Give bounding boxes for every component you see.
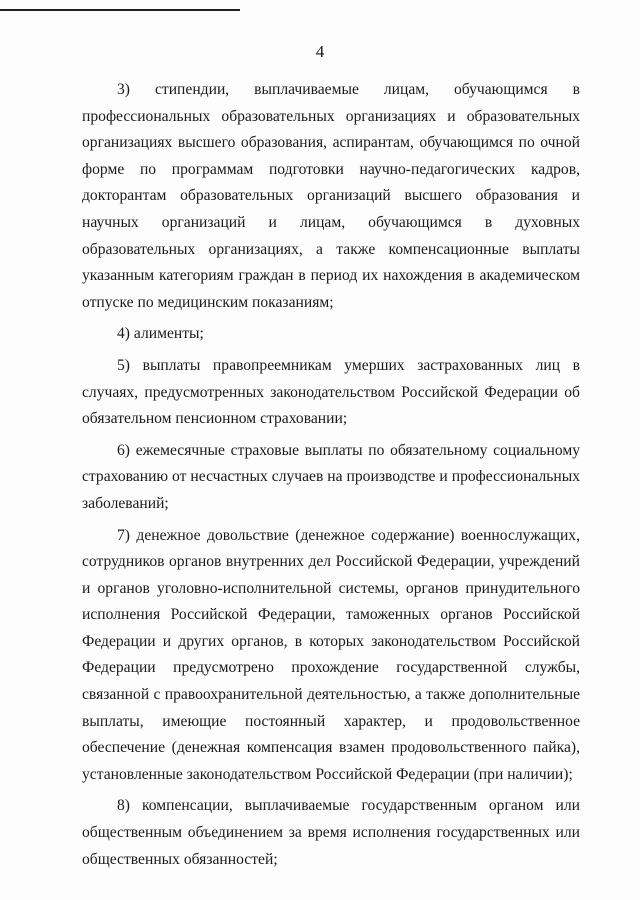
paragraph-item-8: 8) компенсации, выплачиваемые государственным органом или общественным объединением за время исполнения государственных или общественных обязанностей; — [82, 797, 580, 868]
paragraph-item-5: 5) выплаты правопреемникам умерших застрахованных лиц в случаях, предусмотренных законодательством Российской Федерации об обязательном пенсионном страховании; — [82, 356, 580, 428]
page-number: 4 — [315, 42, 325, 61]
document-body — [82, 77, 580, 873]
top-rule — [0, 9, 240, 11]
paragraph-item-7: 7) денежное довольствие (денежное содержание) военнослужащих, сотрудников органов внутренних дел Российской Федерации, учреждений и органов уголовно-исполнительной системы, органов принудительного исполнения Российской Федерации, таможенных органов Российской Федерации и других органов, в которых законодательством Российской Федерации предусмотрено прохождение государственной службы, связанной с правоохранительной деятельностью, а также дополнительные выплаты, имеющие постоянный характер, и продовольственное обеспечение (денежная компенсация взамен продовольственного пайка), установленные законодательством Российской Федерации (при наличии); — [82, 526, 580, 783]
paragraph-item-4: 4) алименты; — [117, 325, 204, 343]
paragraph-item-6: 6) ежемесячные страховые выплаты по обязательному социальному страхованию от несчастных случаев на производстве и профессиональных заболеваний; — [82, 441, 580, 512]
paragraph-item-3: 3) стипендии, выплачиваемые лицам, обучающимся в профессиональных образовательных организациях и образовательных организациях высшего образования, аспирантам, обучающимся по очной форме по программам подготовки научно-педагогических кадров, докторантам образовательных организаций высшего образования и научных организаций и лицам, обучающимся в духовных образовательных организациях, а также компенсационные выплаты указанным категориям граждан в период их нахождения в академическом отпуске по медицинским показаниям; — [82, 81, 580, 311]
